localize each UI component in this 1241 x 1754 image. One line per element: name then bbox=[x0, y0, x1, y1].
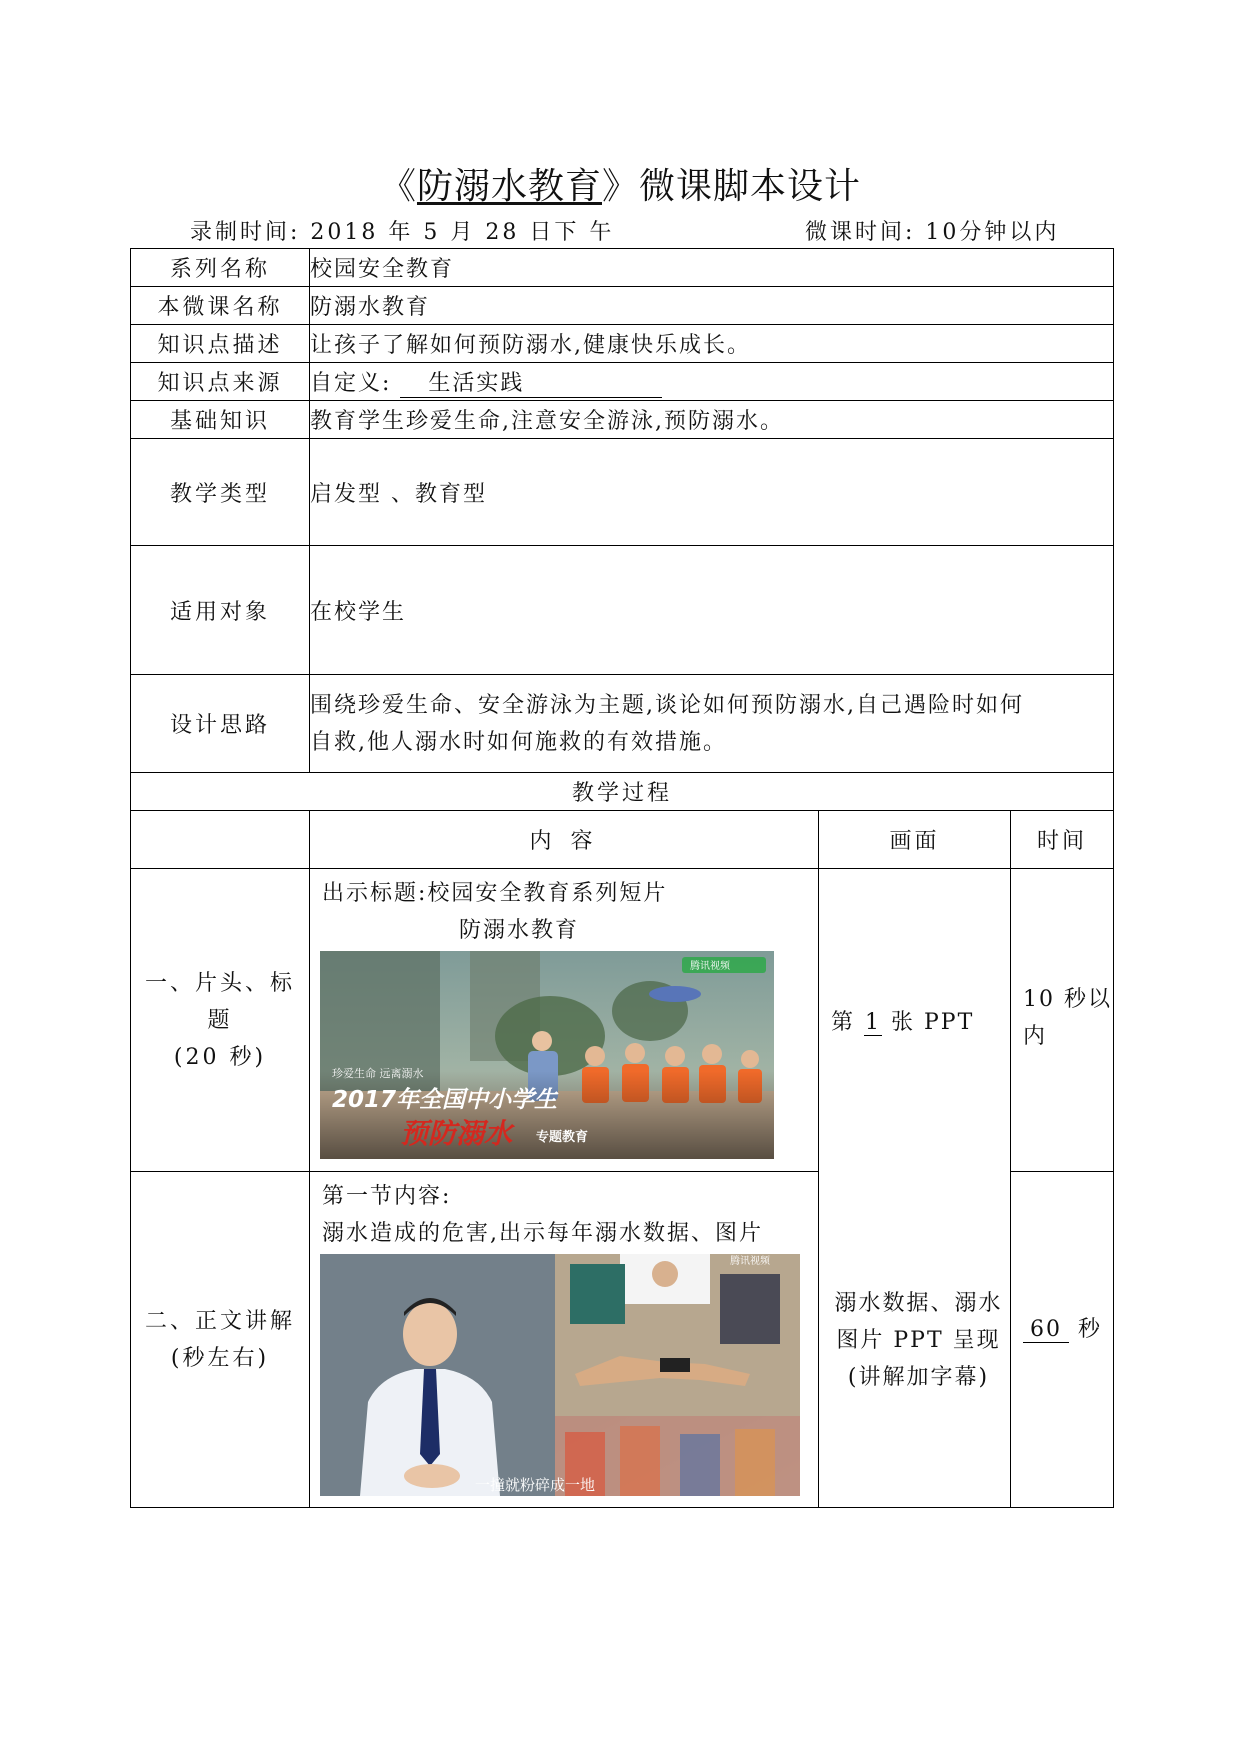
series-label: 系列名称 bbox=[131, 249, 310, 287]
segment-1-content bbox=[310, 869, 819, 1172]
segment-2-content-line-1: 第一节内容: bbox=[322, 1184, 452, 1210]
basic-label: 基础知识 bbox=[131, 401, 310, 439]
segment-1-label-line-3: (20 秒) bbox=[173, 1044, 267, 1070]
segment-1-label bbox=[131, 869, 310, 1172]
segment-1-screen bbox=[831, 869, 1010, 1172]
design-label: 设计思路 bbox=[131, 675, 310, 773]
row-columns bbox=[131, 811, 1114, 869]
type-value: 启发型 、教育型 bbox=[310, 439, 1114, 546]
row-name bbox=[131, 287, 1114, 325]
title-slide-small-caption: 珍爱生命 远离溺水 bbox=[332, 1067, 424, 1080]
column-time: 时间 bbox=[1011, 811, 1114, 869]
column-screen: 画面 bbox=[819, 811, 1011, 869]
drowning-image-subtitle: 一撞就粉碎成一地 bbox=[475, 1476, 596, 1495]
segment-2-label bbox=[131, 1172, 310, 1508]
segment-1-screen-text: 第 1 张 PPT bbox=[831, 1010, 975, 1035]
segment-1-time-line-1: 10 秒以 bbox=[1023, 987, 1112, 1012]
script-table bbox=[130, 248, 1114, 1508]
design-value bbox=[310, 675, 1114, 773]
segment-2-content-line-2: 溺水造成的危害,出示每年溺水数据、图片 bbox=[322, 1221, 763, 1247]
segment-1-content-line-2: 防溺水教育 bbox=[459, 918, 580, 943]
record-time: 录制时间: 2018 年 5 月 28 日下 午 bbox=[190, 220, 615, 245]
segment-2-screen bbox=[831, 1172, 1010, 1507]
drowning-image-logo: 腾讯视频 bbox=[730, 1256, 770, 1268]
row-process-header bbox=[131, 773, 1114, 811]
title-slide-caption-3: 专题教育 bbox=[536, 1130, 589, 1145]
segment-2-screen-text bbox=[831, 1285, 1006, 1396]
source-blank bbox=[400, 366, 662, 398]
row-target bbox=[131, 546, 1114, 675]
segment-2-content bbox=[310, 1172, 819, 1508]
type-label: 教学类型 bbox=[131, 439, 310, 546]
row-source bbox=[131, 363, 1114, 401]
segment-2-label-line-2: (秒左右) bbox=[170, 1345, 270, 1371]
drowning-data-image bbox=[320, 1254, 800, 1496]
drowning-data-scene bbox=[320, 1254, 800, 1496]
title-slide-caption-2: 预防溺水 bbox=[400, 1117, 513, 1150]
title-slide-scene bbox=[320, 951, 774, 1159]
source-value: 生活实践 bbox=[428, 370, 525, 396]
segment-2-screen-line-1: 溺水数据、溺水 bbox=[834, 1291, 1003, 1316]
column-content: 内 容 bbox=[310, 811, 819, 869]
segment-1-time-line-2: 内 bbox=[1023, 1024, 1048, 1049]
row-segment-1 bbox=[131, 869, 1114, 1172]
segment-2-label-line-1: 二、正文讲解 bbox=[144, 1308, 295, 1334]
segment-1-label-line-1: 一、片头、标 bbox=[144, 970, 295, 996]
title-slide-logo: 腾讯视频 bbox=[690, 961, 730, 972]
basic-value: 教育学生珍爱生命,注意安全游泳,预防溺水。 bbox=[310, 401, 1114, 439]
segment-1-time bbox=[1011, 869, 1114, 1172]
row-design bbox=[131, 675, 1114, 773]
desc-value: 让孩子了解如何预防溺水,健康快乐成长。 bbox=[310, 325, 1114, 363]
row-type bbox=[131, 439, 1114, 546]
segment-2-time-text: 60 秒 bbox=[1023, 1312, 1113, 1343]
title-slide-image bbox=[320, 951, 774, 1159]
document-title: 《防溺水教育》微课脚本设计 bbox=[379, 166, 862, 207]
process-header: 教学过程 bbox=[131, 773, 1114, 811]
segment-1-content-line-1: 出示标题:校园安全教育系列短片 bbox=[322, 881, 668, 906]
target-label: 适用对象 bbox=[131, 546, 310, 675]
course-time: 微课时间: 10分钟以内 bbox=[805, 220, 1060, 245]
row-basic bbox=[131, 401, 1114, 439]
source-prefix: 自定义: bbox=[310, 370, 392, 396]
design-line-2: 自救,他人溺水时如何施救的有效措施。 bbox=[310, 729, 727, 755]
segment-2-screen-line-2: 图片 PPT 呈现 bbox=[836, 1328, 1001, 1353]
segment-2-time bbox=[1011, 1172, 1114, 1508]
row-desc bbox=[131, 325, 1114, 363]
segment-2-screen-line-3: (讲解加字幕) bbox=[847, 1365, 990, 1390]
title-slide-caption-1: 2017年全国中小学生 bbox=[332, 1087, 558, 1113]
segment-1-label-line-2: 题 bbox=[207, 1007, 233, 1033]
target-value: 在校学生 bbox=[310, 546, 1114, 675]
row-series bbox=[131, 249, 1114, 287]
design-line-1: 围绕珍爱生命、安全游泳为主题,谈论如何预防溺水,自己遇险时如何 bbox=[310, 692, 1024, 718]
series-value: 校园安全教育 bbox=[310, 249, 1114, 287]
segment-screen-cell bbox=[819, 869, 1011, 1508]
name-value: 防溺水教育 bbox=[310, 287, 1114, 325]
desc-label: 知识点描述 bbox=[131, 325, 310, 363]
source-value-cell bbox=[310, 363, 1114, 401]
column-empty bbox=[131, 811, 310, 869]
name-label: 本微课名称 bbox=[131, 287, 310, 325]
source-label: 知识点来源 bbox=[131, 363, 310, 401]
